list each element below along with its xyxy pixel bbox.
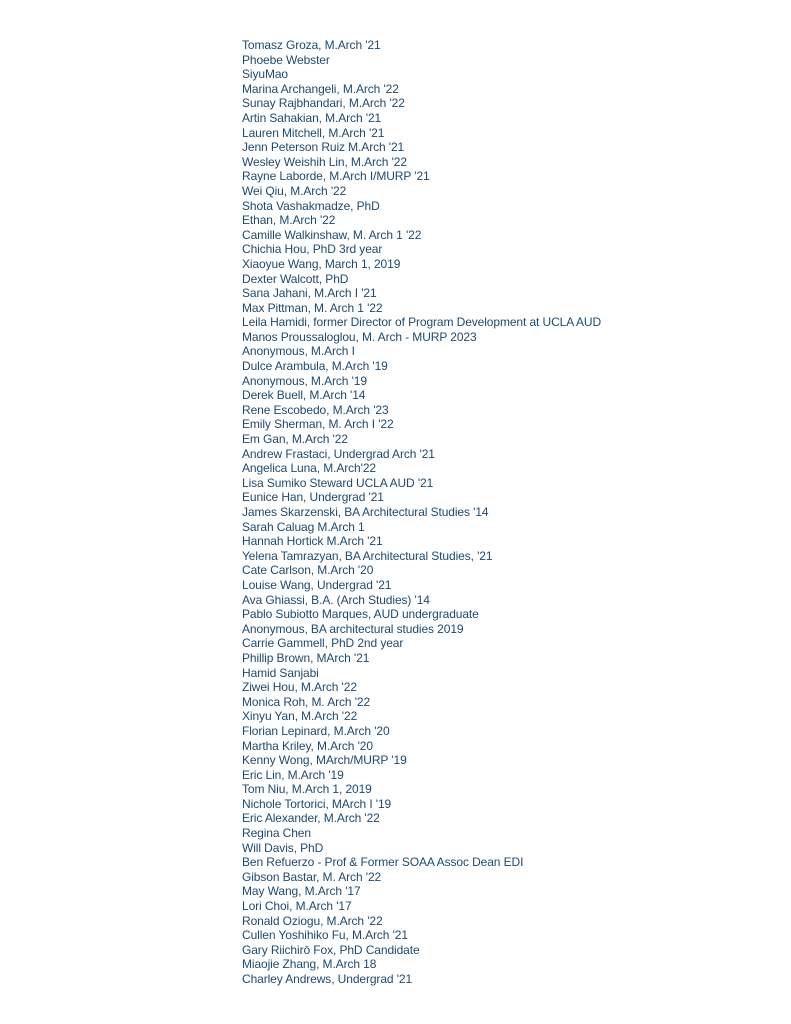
signatory-name: Sunay Rajbhandari, M.Arch '22 xyxy=(242,96,405,111)
signatory-name: Phillip Brown, MArch '21 xyxy=(242,650,370,665)
signatory-name: Marina Archangeli, M.Arch '22 xyxy=(242,81,399,96)
signatory-name: Regina Chen xyxy=(242,826,311,841)
signatory-name: Ava Ghiassi, B.A. (Arch Studies) '14 xyxy=(242,592,430,607)
signatory-name: Will Davis, PhD xyxy=(242,840,324,855)
signatory-name: James Skarzenski, BA Architectural Studies '14 xyxy=(242,505,489,519)
signatory-name: Lauren Mitchell, M.Arch '21 xyxy=(242,125,385,140)
signatory-name: Tomasz Groza, M.Arch '21 xyxy=(242,38,381,52)
signatory-name: Tom Niu, M.Arch 1, 2019 xyxy=(242,782,372,797)
signatory-name: Derek Buell, M.Arch '14 xyxy=(242,388,366,403)
signatory-name: Leila Hamidi, former Director of Program Development at UCLA AUD xyxy=(242,315,602,330)
signatory-name: Sana Jahani, M.Arch I '21 xyxy=(242,286,377,301)
signatory-name: Pablo Subiotto Marques, AUD undergraduate xyxy=(242,607,479,622)
signatory-name: Nichole Tortorici, MArch I '19 xyxy=(242,796,392,811)
signatory-name: Phoebe Webster xyxy=(242,52,330,67)
signatory-names-list xyxy=(242,38,601,987)
signatory-name: Kenny Wong, MArch/MURP '19 xyxy=(242,753,407,768)
signatory-name: Martha Kriley, M.Arch '20 xyxy=(242,738,373,753)
signatory-name: Monica Roh, M. Arch '22 xyxy=(242,694,371,709)
signatory-name: Sarah Caluag M.Arch 1 xyxy=(242,519,365,534)
signatory-name: Wei Qiu, M.Arch '22 xyxy=(242,183,347,198)
signatory-name: Charley Andrews, Undergrad '21 xyxy=(242,972,413,986)
signatory-name: Dulce Arambula, M.Arch '19 xyxy=(242,359,388,374)
signatory-name: Rayne Laborde, M.Arch I/MURP '21 xyxy=(242,169,430,184)
signatory-name: Wesley Weishih Lin, M.Arch '22 xyxy=(242,154,407,169)
signatory-name: May Wang, M.Arch '17 xyxy=(242,884,361,899)
signatory-name: Lori Choi, M.Arch '17 xyxy=(242,899,352,914)
signatory-name: Hannah Hortick M.Arch '21 xyxy=(242,534,383,549)
signatory-name: Andrew Frastaci, Undergrad Arch '21 xyxy=(242,446,435,461)
signatory-name: Hamid Sanjabi xyxy=(242,665,319,680)
signatory-name: Cullen Yoshihiko Fu, M.Arch '21 xyxy=(242,928,408,943)
signatory-name: Eric Lin, M.Arch '19 xyxy=(242,767,344,782)
signatory-name: Shota Vashakmadze, PhD xyxy=(242,198,380,213)
signatory-name: Artin Sahakian, M.Arch '21 xyxy=(242,110,382,125)
signatory-name: Em Gan, M.Arch '22 xyxy=(242,432,348,447)
signatory-name: Max Pittman, M. Arch 1 '22 xyxy=(242,300,383,315)
signatory-name: Gary Riichirō Fox, PhD Candidate xyxy=(242,942,420,957)
signatory-name: Louise Wang, Undergrad '21 xyxy=(242,577,392,592)
signatory-name: Chichia Hou, PhD 3rd year xyxy=(242,242,383,257)
signatory-name: Ziwei Hou, M.Arch '22 xyxy=(242,680,357,695)
signatory-name: Carrie Gammell, PhD 2nd year xyxy=(242,636,404,651)
signatory-name: Xinyu Yan, M.Arch '22 xyxy=(242,709,358,724)
signatory-name: Manos Proussaloglou, M. Arch - MURP 2023 xyxy=(242,329,477,344)
signatory-name: SiyuMao xyxy=(242,67,288,82)
signatory-name: Xiaoyue Wang, March 1, 2019 xyxy=(242,256,401,271)
signatory-name: Ronald Oziogu, M.Arch '22 xyxy=(242,913,383,928)
signatory-name: Ethan, M.Arch '22 xyxy=(242,213,336,228)
signatory-name: Florian Lepinard, M.Arch '20 xyxy=(242,723,390,738)
signatory-name: Eunice Han, Undergrad '21 xyxy=(242,490,384,505)
signatory-name: Rene Escobedo, M.Arch '23 xyxy=(242,402,389,417)
signatory-name: Jenn Peterson Ruiz M.Arch '21 xyxy=(242,140,405,155)
signatory-name: Anonymous, M.Arch I xyxy=(242,344,355,359)
signatory-name: Anonymous, M.Arch '19 xyxy=(242,373,367,388)
signatory-name: Emily Sherman, M. Arch I '22 xyxy=(242,417,394,432)
signatory-name: Miaojie Zhang, M.Arch 18 xyxy=(242,957,377,972)
signatory-name: Angelica Luna, M.Arch'22 xyxy=(242,461,376,476)
signatory-name: Yelena Tamrazyan, BA Architectural Studies, '21 xyxy=(242,548,493,563)
signatory-name: Anonymous, BA architectural studies 2019 xyxy=(242,621,464,636)
signatory-name: Camille Walkinshaw, M. Arch 1 '22 xyxy=(242,227,422,242)
signatory-name: Eric Alexander, M.Arch '22 xyxy=(242,811,380,826)
signatory-name: Lisa Sumiko Steward UCLA AUD '21 xyxy=(242,475,434,490)
signatory-name: Ben Refuerzo - Prof & Former SOAA Assoc Dean EDI xyxy=(242,855,524,870)
signatory-name: Dexter Walcott, PhD xyxy=(242,271,349,286)
signatory-name: Gibson Bastar, M. Arch '22 xyxy=(242,869,382,884)
signatory-name: Cate Carlson, M.Arch '20 xyxy=(242,563,374,578)
